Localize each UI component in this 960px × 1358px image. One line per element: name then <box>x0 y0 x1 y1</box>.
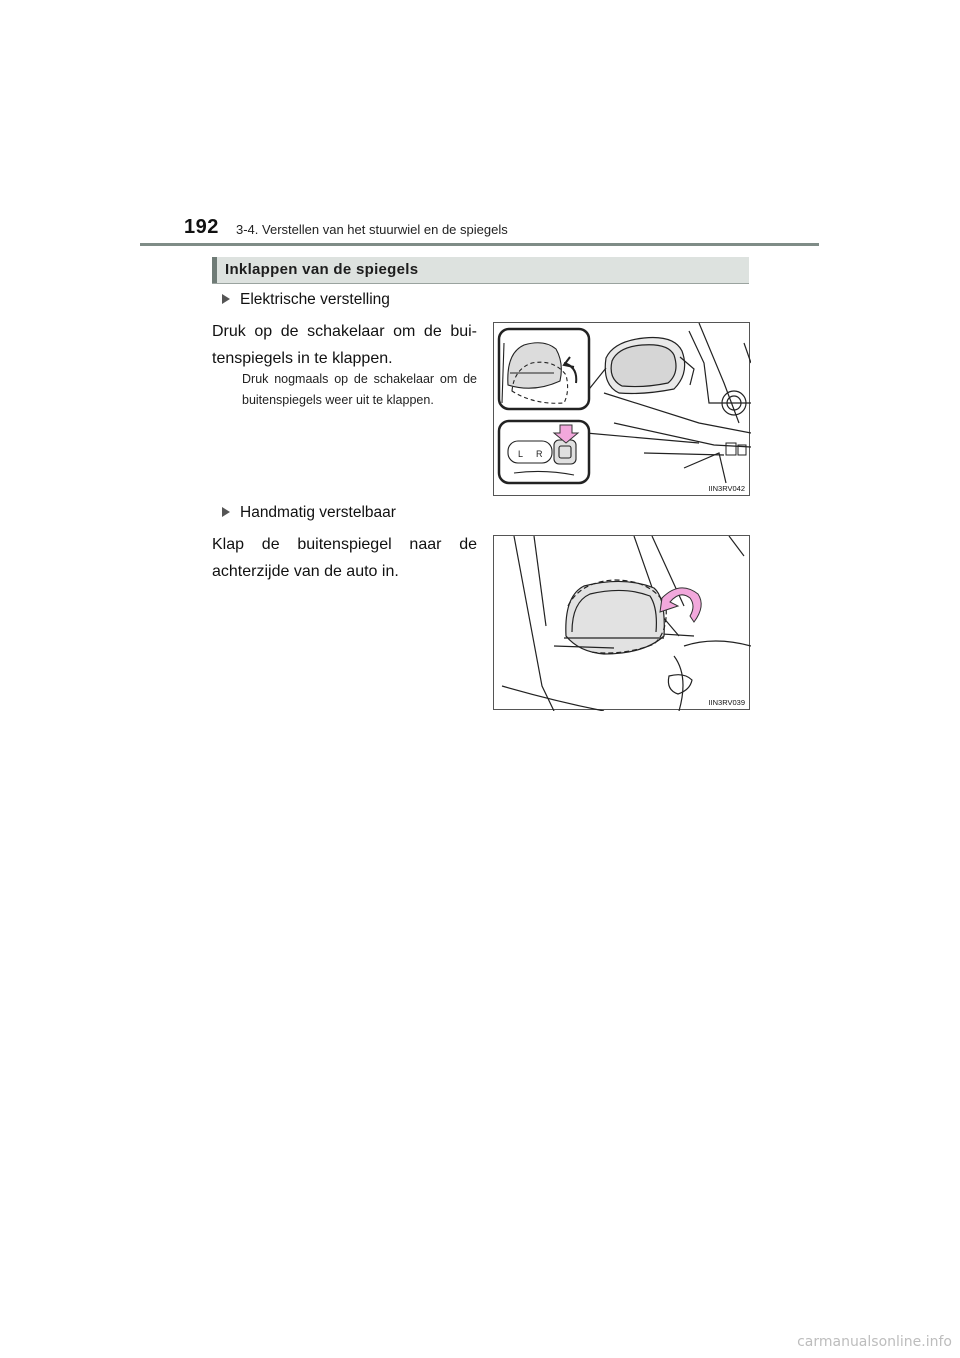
electric-body: Druk op de schakelaar om de bui-tenspiegels in te klappen. <box>212 323 477 367</box>
figure-electric-folding <box>493 322 750 496</box>
electric-note: Druk nogmaals op de schakelaar om de buitenspiegels weer uit te klappen. <box>242 372 477 407</box>
manual-folding-illustration <box>494 536 751 711</box>
header-rule <box>140 243 819 246</box>
manual-heading-text: Handmatig verstelbaar <box>240 504 396 521</box>
triangle-bullet-icon <box>222 507 230 517</box>
running-header: 3-4. Verstellen van het stuurwiel en de spiegels <box>236 222 508 237</box>
section-heading-bar <box>212 257 749 284</box>
footer-watermark: carmanualsonline.info <box>797 1334 952 1350</box>
triangle-bullet-icon <box>222 294 230 304</box>
manual-body: Klap de buitenspiegel naar de achterzijde van de auto in. <box>212 536 477 580</box>
fold-back-arrow-icon <box>660 588 701 622</box>
page-number: 192 <box>184 216 219 238</box>
switch-label-left: L <box>518 449 524 459</box>
section-accent <box>212 257 217 283</box>
section-title: Inklappen van de spiegels <box>225 261 419 278</box>
figure-manual-folding <box>493 535 750 710</box>
manual-heading <box>222 504 396 522</box>
electric-heading <box>222 291 390 309</box>
electric-heading-text: Elektrische verstelling <box>240 291 390 308</box>
switch-label-right: R <box>536 449 543 459</box>
electric-folding-illustration <box>494 323 751 497</box>
figure-code-042: IIN3RV042 <box>708 484 745 493</box>
figure-code-039: IIN3RV039 <box>708 698 745 707</box>
